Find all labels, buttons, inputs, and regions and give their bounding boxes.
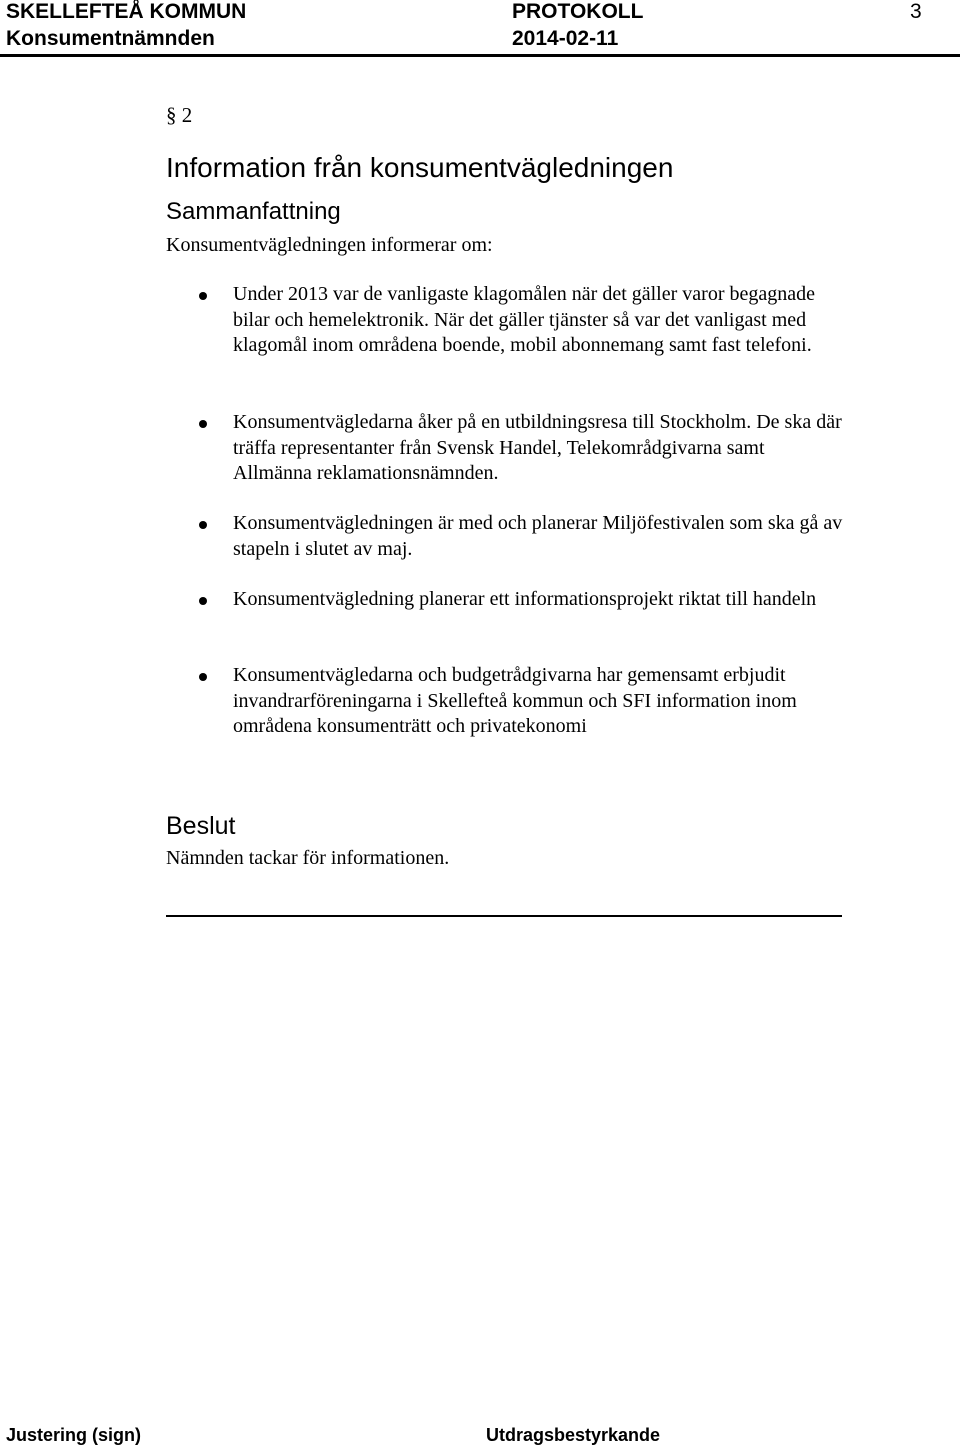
bullet-icon xyxy=(199,521,207,529)
page-number: 3 xyxy=(910,0,922,23)
justering-label: Justering (sign) xyxy=(6,1425,142,1445)
list-item-text: Konsumentvägledarna och budgetrådgivarna har gemensamt erbjudit invandrarföreningarna i Skellefteå kommun och SFI information inom områdena konsumenträtt och privatekonomi xyxy=(233,664,797,737)
summary-intro: Konsumentvägledningen informerar om: xyxy=(166,234,493,256)
list-item-text: Konsumentvägledningen är med och planerar Miljöfestivalen som ska gå av stapeln i slutet av maj. xyxy=(233,512,843,560)
decision-text: Nämnden tackar för informationen. xyxy=(166,847,450,869)
decision-heading: Beslut xyxy=(166,812,236,840)
committee-name: Konsumentnämnden xyxy=(6,27,215,50)
header-divider xyxy=(0,54,960,57)
bullet-icon xyxy=(199,292,207,300)
bullet-icon xyxy=(199,673,207,681)
section-title: Information från konsumentvägledningen xyxy=(166,152,674,183)
section-number: § 2 xyxy=(166,103,193,127)
bullet-icon xyxy=(199,597,207,605)
list-item-text: Under 2013 var de vanligaste klagomålen när det gäller varor begagnade bilar och hemelektronik. När det gäller tjänster så var det vanligast med klagomål inom områdena boende, mobil abonnemang samt fast telefoni. xyxy=(233,283,815,356)
list-item-text: Konsumentvägledning planerar ett informationsprojekt riktat till handeln xyxy=(233,588,817,610)
bullet-icon xyxy=(199,420,207,428)
utdragsbestyrkande-label: Utdragsbestyrkande xyxy=(486,1425,661,1445)
signature-line xyxy=(166,915,842,917)
organization-name: SKELLEFTEÅ KOMMUN xyxy=(6,0,247,23)
meeting-date: 2014-02-11 xyxy=(512,27,619,50)
list-item-text: Konsumentvägledarna åker på en utbildningsresa till Stockholm. De ska där träffa representanter från Svensk Handel, Telekområdgivarna samt Allmänna reklamationsnämnden. xyxy=(233,411,842,484)
summary-heading: Sammanfattning xyxy=(166,198,341,225)
document-type: PROTOKOLL xyxy=(512,0,644,23)
